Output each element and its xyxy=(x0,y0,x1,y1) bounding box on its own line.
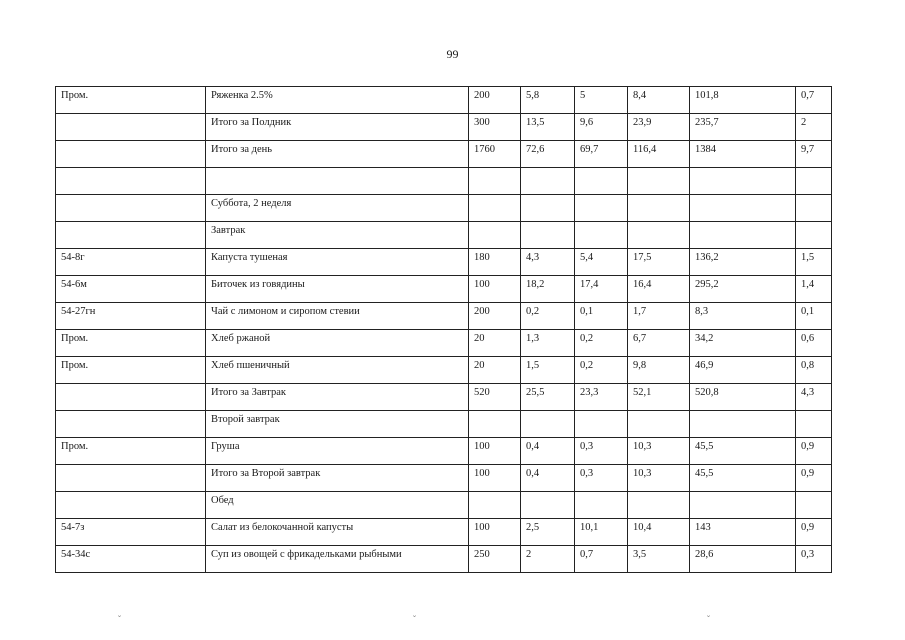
protein-cell xyxy=(521,411,575,438)
protein-cell: 13,5 xyxy=(521,114,575,141)
carbs-cell: 9,8 xyxy=(628,357,690,384)
protein-cell: 5,8 xyxy=(521,87,575,114)
energy-cell: 1384 xyxy=(690,141,796,168)
energy-cell xyxy=(690,195,796,222)
fat-cell: 0,3 xyxy=(575,465,628,492)
dish-name-cell: Хлеб ржаной xyxy=(206,330,469,357)
fat-cell xyxy=(575,492,628,519)
fat-cell: 23,3 xyxy=(575,384,628,411)
vitamin-c-cell xyxy=(796,411,832,438)
recipe-code-cell xyxy=(56,222,206,249)
portion-cell: 1760 xyxy=(469,141,521,168)
vitamin-c-cell: 0,7 xyxy=(796,87,832,114)
portion-cell xyxy=(469,195,521,222)
fat-cell xyxy=(575,411,628,438)
portion-cell: 20 xyxy=(469,357,521,384)
fat-cell xyxy=(575,195,628,222)
portion-cell: 300 xyxy=(469,114,521,141)
table-row xyxy=(56,276,832,303)
carbs-cell: 116,4 xyxy=(628,141,690,168)
vitamin-c-cell: 0,9 xyxy=(796,465,832,492)
recipe-code-cell: 54-34с xyxy=(56,546,206,573)
dish-name-cell xyxy=(206,168,469,195)
carbs-cell: 6,7 xyxy=(628,330,690,357)
portion-cell: 100 xyxy=(469,519,521,546)
scan-mark: ˘ xyxy=(707,614,710,624)
energy-cell: 34,2 xyxy=(690,330,796,357)
recipe-code-cell xyxy=(56,195,206,222)
energy-cell xyxy=(690,222,796,249)
recipe-code-cell xyxy=(56,141,206,168)
energy-cell xyxy=(690,411,796,438)
fat-cell: 0,7 xyxy=(575,546,628,573)
carbs-cell xyxy=(628,411,690,438)
scan-mark: ˘ xyxy=(118,614,121,624)
table-row xyxy=(56,330,832,357)
carbs-cell xyxy=(628,222,690,249)
fat-cell xyxy=(575,222,628,249)
table-row xyxy=(56,519,832,546)
energy-cell: 520,8 xyxy=(690,384,796,411)
carbs-cell xyxy=(628,168,690,195)
dish-name-cell: Ряженка 2.5% xyxy=(206,87,469,114)
dish-name-cell: Груша xyxy=(206,438,469,465)
dish-name-cell: Хлеб пшеничный xyxy=(206,357,469,384)
vitamin-c-cell: 9,7 xyxy=(796,141,832,168)
protein-cell: 72,6 xyxy=(521,141,575,168)
fat-cell: 10,1 xyxy=(575,519,628,546)
table-row xyxy=(56,168,832,195)
dish-name-cell: Итого за Завтрак xyxy=(206,384,469,411)
carbs-cell xyxy=(628,195,690,222)
carbs-cell: 10,4 xyxy=(628,519,690,546)
table-row xyxy=(56,438,832,465)
vitamin-c-cell xyxy=(796,168,832,195)
table-row xyxy=(56,384,832,411)
portion-cell: 180 xyxy=(469,249,521,276)
dish-name-cell: Капуста тушеная xyxy=(206,249,469,276)
dish-name-cell: Салат из белокочанной капусты xyxy=(206,519,469,546)
protein-cell: 2 xyxy=(521,546,575,573)
energy-cell: 28,6 xyxy=(690,546,796,573)
vitamin-c-cell xyxy=(796,222,832,249)
portion-cell: 200 xyxy=(469,87,521,114)
table-row xyxy=(56,141,832,168)
energy-cell: 235,7 xyxy=(690,114,796,141)
vitamin-c-cell xyxy=(796,195,832,222)
recipe-code-cell: 54-27гн xyxy=(56,303,206,330)
energy-cell: 295,2 xyxy=(690,276,796,303)
fat-cell: 5 xyxy=(575,87,628,114)
protein-cell xyxy=(521,492,575,519)
protein-cell: 4,3 xyxy=(521,249,575,276)
energy-cell: 136,2 xyxy=(690,249,796,276)
protein-cell xyxy=(521,195,575,222)
menu-table-body xyxy=(56,87,832,573)
table-row xyxy=(56,303,832,330)
table-row xyxy=(56,546,832,573)
fat-cell: 9,6 xyxy=(575,114,628,141)
protein-cell xyxy=(521,168,575,195)
fat-cell: 69,7 xyxy=(575,141,628,168)
protein-cell: 0,4 xyxy=(521,465,575,492)
carbs-cell: 10,3 xyxy=(628,465,690,492)
recipe-code-cell: Пром. xyxy=(56,330,206,357)
table-row xyxy=(56,357,832,384)
table-row xyxy=(56,87,832,114)
vitamin-c-cell: 0,9 xyxy=(796,438,832,465)
carbs-cell: 17,5 xyxy=(628,249,690,276)
carbs-cell: 3,5 xyxy=(628,546,690,573)
energy-cell: 45,5 xyxy=(690,465,796,492)
protein-cell: 0,2 xyxy=(521,303,575,330)
vitamin-c-cell: 0,1 xyxy=(796,303,832,330)
dish-name-cell: Чай с лимоном и сиропом стевии xyxy=(206,303,469,330)
vitamin-c-cell: 0,9 xyxy=(796,519,832,546)
dish-name-cell: Суп из овощей с фрикадельками рыбными xyxy=(206,546,469,573)
energy-cell xyxy=(690,492,796,519)
recipe-code-cell xyxy=(56,411,206,438)
dish-name-cell: Завтрак xyxy=(206,222,469,249)
portion-cell xyxy=(469,411,521,438)
energy-cell: 8,3 xyxy=(690,303,796,330)
table-row xyxy=(56,249,832,276)
portion-cell: 250 xyxy=(469,546,521,573)
protein-cell: 18,2 xyxy=(521,276,575,303)
recipe-code-cell: Пром. xyxy=(56,87,206,114)
recipe-code-cell xyxy=(56,465,206,492)
fat-cell: 5,4 xyxy=(575,249,628,276)
energy-cell: 101,8 xyxy=(690,87,796,114)
energy-cell: 143 xyxy=(690,519,796,546)
fat-cell: 0,3 xyxy=(575,438,628,465)
fat-cell: 0,2 xyxy=(575,330,628,357)
recipe-code-cell xyxy=(56,168,206,195)
vitamin-c-cell: 1,4 xyxy=(796,276,832,303)
carbs-cell: 16,4 xyxy=(628,276,690,303)
portion-cell xyxy=(469,492,521,519)
portion-cell: 520 xyxy=(469,384,521,411)
scan-mark: ˘ xyxy=(413,614,416,624)
vitamin-c-cell: 4,3 xyxy=(796,384,832,411)
energy-cell: 45,5 xyxy=(690,438,796,465)
dish-name-cell: Второй завтрак xyxy=(206,411,469,438)
portion-cell: 100 xyxy=(469,438,521,465)
menu-table xyxy=(55,86,832,573)
fat-cell xyxy=(575,168,628,195)
energy-cell xyxy=(690,168,796,195)
table-row xyxy=(56,222,832,249)
portion-cell: 100 xyxy=(469,465,521,492)
dish-name-cell: Биточек из говядины xyxy=(206,276,469,303)
vitamin-c-cell: 0,6 xyxy=(796,330,832,357)
portion-cell xyxy=(469,168,521,195)
table-row xyxy=(56,195,832,222)
energy-cell: 46,9 xyxy=(690,357,796,384)
carbs-cell: 1,7 xyxy=(628,303,690,330)
vitamin-c-cell: 0,3 xyxy=(796,546,832,573)
recipe-code-cell: 54-8г xyxy=(56,249,206,276)
vitamin-c-cell: 1,5 xyxy=(796,249,832,276)
fat-cell: 0,1 xyxy=(575,303,628,330)
vitamin-c-cell: 0,8 xyxy=(796,357,832,384)
table-row xyxy=(56,492,832,519)
page-number: 99 xyxy=(446,47,459,61)
recipe-code-cell: Пром. xyxy=(56,357,206,384)
vitamin-c-cell: 2 xyxy=(796,114,832,141)
protein-cell: 1,3 xyxy=(521,330,575,357)
recipe-code-cell: Пром. xyxy=(56,438,206,465)
vitamin-c-cell xyxy=(796,492,832,519)
carbs-cell: 10,3 xyxy=(628,438,690,465)
dish-name-cell: Итого за день xyxy=(206,141,469,168)
dish-name-cell: Итого за Второй завтрак xyxy=(206,465,469,492)
protein-cell: 1,5 xyxy=(521,357,575,384)
recipe-code-cell: 54-6м xyxy=(56,276,206,303)
recipe-code-cell: 54-7з xyxy=(56,519,206,546)
protein-cell xyxy=(521,222,575,249)
dish-name-cell: Итого за Полдник xyxy=(206,114,469,141)
protein-cell: 0,4 xyxy=(521,438,575,465)
table-row xyxy=(56,114,832,141)
protein-cell: 25,5 xyxy=(521,384,575,411)
fat-cell: 0,2 xyxy=(575,357,628,384)
portion-cell: 20 xyxy=(469,330,521,357)
carbs-cell: 23,9 xyxy=(628,114,690,141)
recipe-code-cell xyxy=(56,492,206,519)
recipe-code-cell xyxy=(56,114,206,141)
carbs-cell: 8,4 xyxy=(628,87,690,114)
table-row xyxy=(56,465,832,492)
fat-cell: 17,4 xyxy=(575,276,628,303)
portion-cell: 200 xyxy=(469,303,521,330)
table-row xyxy=(56,411,832,438)
recipe-code-cell xyxy=(56,384,206,411)
protein-cell: 2,5 xyxy=(521,519,575,546)
portion-cell: 100 xyxy=(469,276,521,303)
dish-name-cell: Обед xyxy=(206,492,469,519)
carbs-cell xyxy=(628,492,690,519)
dish-name-cell: Суббота, 2 неделя xyxy=(206,195,469,222)
carbs-cell: 52,1 xyxy=(628,384,690,411)
portion-cell xyxy=(469,222,521,249)
